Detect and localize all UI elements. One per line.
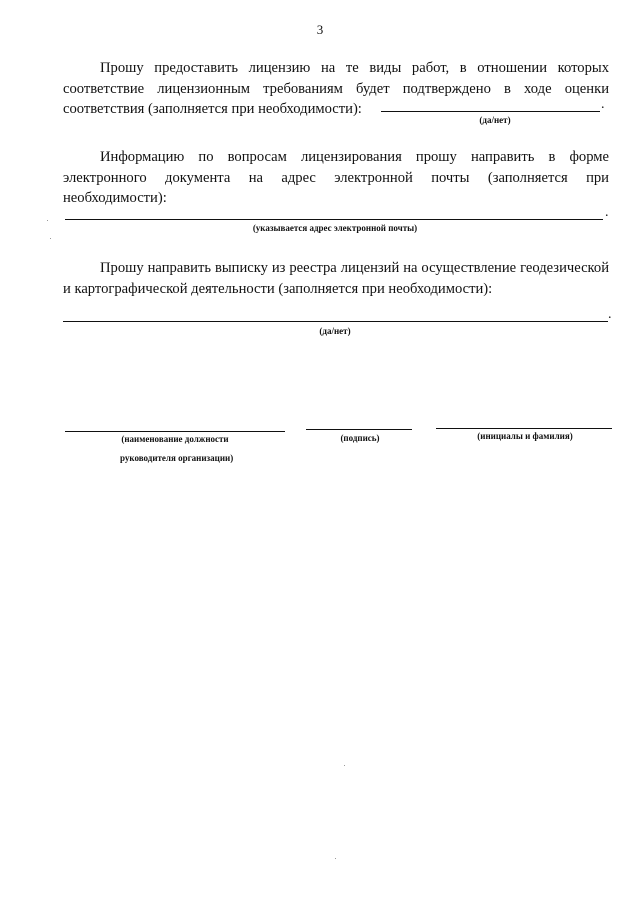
- email-caption: (указывается адрес электронной почты): [252, 223, 418, 233]
- scan-speck: [344, 765, 345, 766]
- email-line-dot: .: [605, 205, 609, 220]
- name-caption: (инициалы и фамилия): [477, 431, 573, 441]
- license-types-answer-line[interactable]: [381, 111, 600, 112]
- page-number: 3: [316, 22, 324, 37]
- extract-answer-line[interactable]: [63, 321, 608, 322]
- scan-speck: [47, 220, 48, 221]
- license-types-caption: (да/нет): [479, 115, 511, 125]
- license-types-line-dot: .: [601, 97, 605, 112]
- email-answer-line[interactable]: [65, 219, 603, 220]
- position-caption: (наименование должности: [121, 434, 229, 444]
- extract-line-dot: .: [608, 307, 612, 322]
- extract-paragraph: Прошу направить выписку из реестра лицензий на осуществление геодезической и картографической деятельности (заполняется при необходимости):: [63, 260, 609, 297]
- name-line[interactable]: [436, 428, 612, 429]
- license-types-paragraph: Прошу предоставить лицензию на те виды работ, в отношении которых соответствие лицензионным требованиям будет подтверждено в ходе оценки соответствия (заполняется при необходимости):: [63, 60, 609, 117]
- signature-line[interactable]: [306, 429, 412, 430]
- scan-speck: [50, 238, 51, 239]
- email-paragraph: Информацию по вопросам лицензирования прошу направить в форме электронного документа на адрес электронной почты (заполняется при необходимости):: [63, 149, 609, 206]
- position-caption-line2: руководителя организации): [120, 453, 234, 463]
- extract-caption: (да/нет): [319, 326, 351, 336]
- position-line[interactable]: [65, 431, 285, 432]
- signature-caption: (подпись): [340, 433, 380, 443]
- scan-speck: [335, 858, 336, 859]
